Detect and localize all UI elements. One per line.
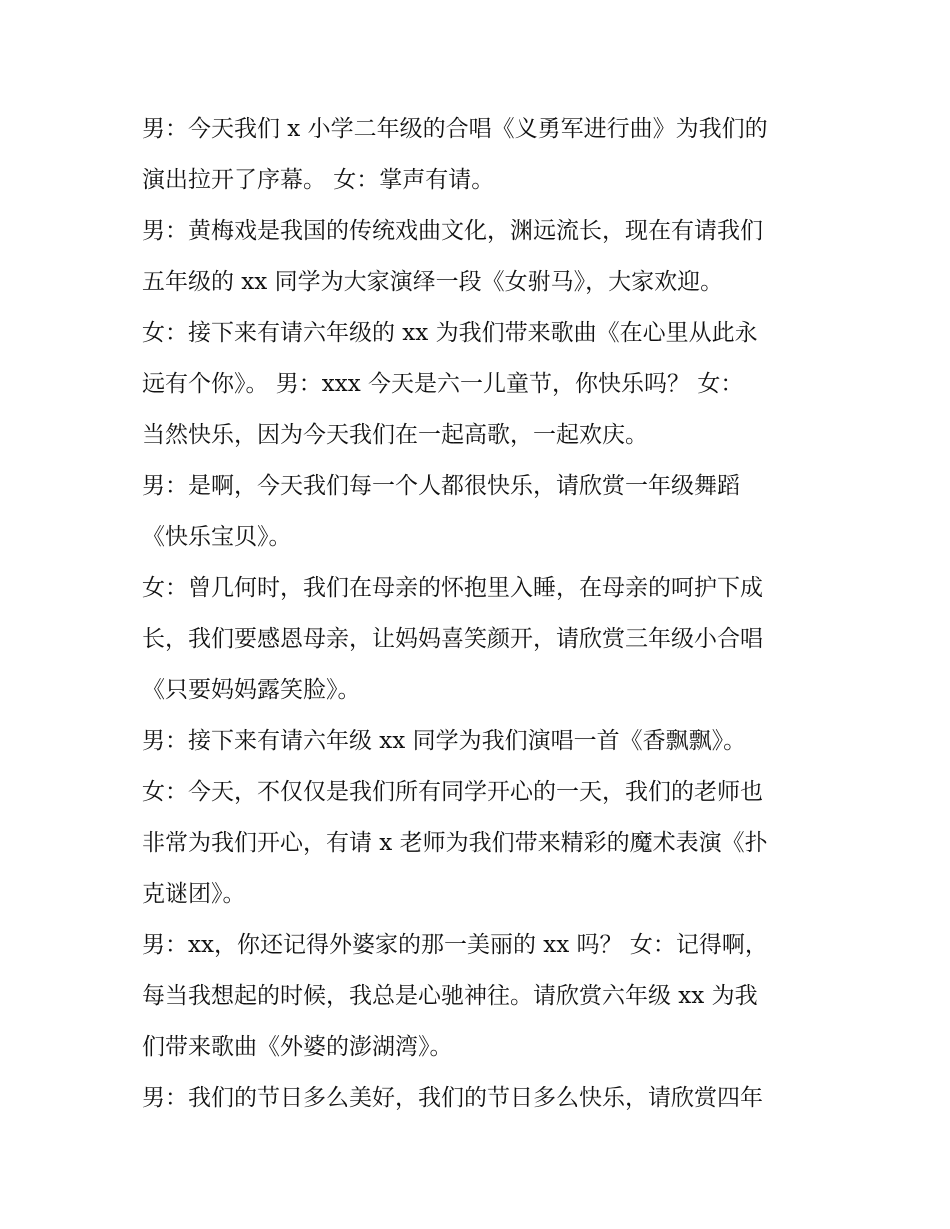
document-body [142,104,822,1124]
text-line: 女：曾几何时，我们在母亲的怀抱里入睡，在母亲的呵护下成 [142,575,763,601]
text-line: 《只要妈妈露笑脸》。 [142,677,361,703]
text-line: 男：我们的节日多么美好，我们的节日多么快乐，请欣赏四年 [142,1085,763,1111]
text-line: 男：黄梅戏是我国的传统戏曲文化，渊远流长，现在有请我们 [142,218,763,244]
text-line: 男：今天我们 x 小学二年级的合唱《义勇军进行曲》为我们的 [142,116,768,142]
text-line: 们带来歌曲《外婆的澎湖湾》。 [142,1034,453,1060]
text-line: 男：xx，你还记得外婆家的那一美丽的 xx 吗？ 女：记得啊， [142,932,768,958]
text-line: 当然快乐，因为今天我们在一起高歌，一起欢庆。 [142,422,648,448]
text-line: 《快乐宝贝》。 [142,524,292,550]
text-line: 每当我想起的时候，我总是心驰神往。请欣赏六年级 xx 为我 [142,983,758,1009]
text-line: 克谜团》。 [142,881,246,907]
text-line: 女：接下来有请六年级的 xx 为我们带来歌曲《在心里从此永 [142,320,758,346]
text-line: 长，我们要感恩母亲，让妈妈喜笑颜开，请欣赏三年级小合唱 [142,626,763,652]
text-line: 演出拉开了序幕。 女：掌声有请。 [142,167,495,193]
text-line: 男：接下来有请六年级 xx 同学为我们演唱一首《香飘飘》。 [142,728,747,754]
text-line: 远有个你》。 男：xxx 今天是六一儿童节，你快乐吗？ 女： [142,371,744,397]
text-line: 五年级的 xx 同学为大家演绎一段《女驸马》，大家欢迎。 [142,269,724,295]
text-line: 非常为我们开心，有请 x 老师为我们带来精彩的魔术表演《扑 [142,830,768,856]
text-line: 男：是啊，今天我们每一个人都很快乐，请欣赏一年级舞蹈 [142,473,740,499]
text-line: 女：今天，不仅仅是我们所有同学开心的一天，我们的老师也 [142,779,763,805]
